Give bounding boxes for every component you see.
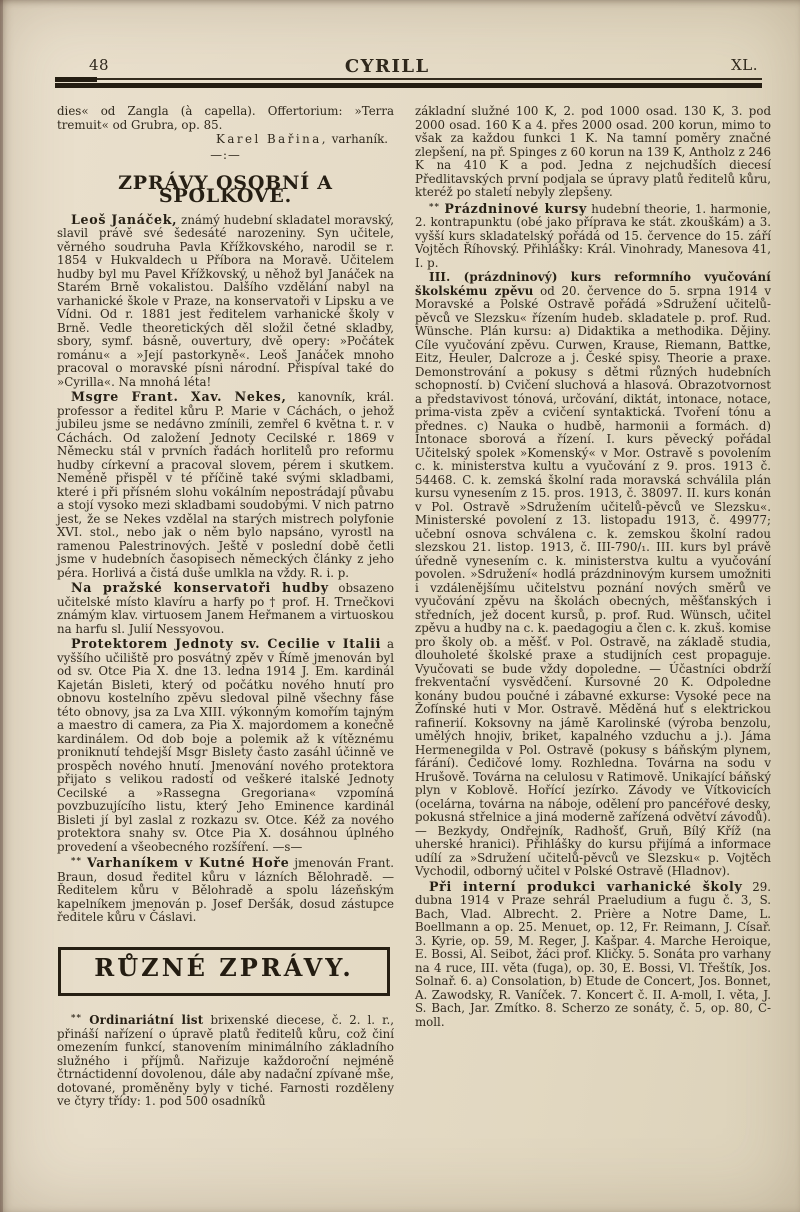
paragraph-lead: Na pražské konservatoři hudby xyxy=(71,580,329,595)
paragraph-konservator xyxy=(57,581,394,636)
signature-barina xyxy=(57,133,394,147)
paragraph-text: hudební theorie, 1. harmonie, 2. kontrapunktu (obé jako příprava ke stát. zkouškám) a 3. vyšší kurs skladatelský pořádá od 15. července do 15. září Vojtěch Říhovský. Přihlášky: Král. Vinohrady, Manesova 41, I. p. xyxy=(415,201,771,270)
asterisk-marker: ** xyxy=(71,1013,90,1023)
paragraph-kurs-reformniho xyxy=(415,271,771,879)
page-header xyxy=(55,56,762,88)
asterisk-marker: ** xyxy=(429,201,445,212)
journal-title: CYRILL xyxy=(344,56,430,77)
signature-role: varhaník. xyxy=(328,132,388,146)
header-rule-dash xyxy=(55,77,97,82)
paragraph-text: kanovník, král. professor a ředitel kůru P. Marie v Cáchách, o jehož jubileu jsme se nedávno zmínili, zemřel 6 května t. r. v Cáchách. Od založení Jednoty Cecilské r. 1869 v Německu stál v prvních řadách horlitelů pro reformu hudby církevní a pracoval slovem, pérem i skutkem. Neméně přispěl v té příčině také svými skladbami, které i při přísném slohu vokálním nepostrádají půvabu a stojí vysoko mezi skladbami soudobými. V nich patrno jest, že se Nekes vzdělal na starých mistrech polyfonie XVI. stol., nebo jak o něm bylo napsáno, vyrostl na ramenou Palestrinových. Ještě v poslední době četli jsme v hudebních časopisech německých články z jeho péra. Horlivá a čistá duše umlkla na vždy. R. i. p. xyxy=(57,390,394,580)
boxed-heading-text: RŮZNÉ ZPRÁVY. xyxy=(94,952,354,982)
paragraph-prazdninove-kursy xyxy=(415,201,771,271)
paragraph-text: obsazeno učitelské místo klavíru a harfy po † prof. H. Trnečkovi známým klav. virtuosem Janem Heřmanem a virtuoskou na harfu sl. Julií Nessyovou. xyxy=(57,581,394,636)
paragraph-continuation xyxy=(415,105,771,200)
paragraph-text: známý hudební skladatel moravský, slavil právě své šedesáté narozeniny. Syn učitele, věrného soudruha Pavla Křížkovského, narodil se r. 1854 v Hukvaldech u Příbora na Moravě. Učitelem hudby byl mu Pavel Křížkovský, u něhož byl Janáček na Starém Brně vokalistou. Dalšího vzdělání nabyl na varhanické škole v Praze, na konservatoři v Lipsku a ve Vídni. Od r. 1881 jest ředitelem varhanické školy v Brně. Vedle theoretických děl složil četné skladby, sbory, symf. básně, ouvertury, dvě opery: »Počátek románu« a »Její pastorkyně«. Leoš Janáček mnoho pracoval o moravské písni národní. Přispíval také do »Cyrilla«. Na mnohá léta! xyxy=(57,212,394,389)
heading-zpravy-osobni: ZPRÁVY OSOBNÍ A SPOLKOVÉ. xyxy=(118,171,333,207)
paragraph-protektor xyxy=(57,637,394,854)
paragraph-text: a vyššího učiliště pro posvátný zpěv v Římě jmenován byl od sv. Otce Pia X. dne 13. ledna 1914 J. Em. kardinál Kajetán Bisleti, který od počátku nového hnutí pro obnovu kostelního zpěvu sledoval pilně všechny fáse této obnovy, jsa za Lva XIII. výkonným komořím tajným a maestro di camera, za Pia X. majordomem a konečně kardinálem. Od dob boje a polemik až k vítěznému proniknutí tehdejší Msgr Bislety často zasáhl účinně ve prospěch nového hnutí. Jmenování nového protektora přijato s velikou radostí od veškeré italské Jednoty Cecilské a »Rassegna Gregoriana« vzpomíná povzbuzujícího listu, který Jeho Eminence kardinál Bisleti jí byl zaslal z rozkazu sv. Otce. Kéž za nového protektora snahy sv. Otce Pia X. dosáhnou úplného provedení a všeobecného rozšíření. —s— xyxy=(57,637,394,854)
paragraph-lead: Msgre Frant. Xav. Nekes, xyxy=(71,389,287,404)
paragraph-lead: Varhaníkem v Kutné Hoře xyxy=(86,855,290,870)
paragraph-lead: Leoš Janáček, xyxy=(71,211,178,227)
page-number: 48 xyxy=(89,56,110,74)
asterisk-marker: ** xyxy=(71,856,87,866)
heading-ruzne-zpravy xyxy=(58,947,390,997)
paragraph-lead: Ordinariátní list xyxy=(89,1013,204,1027)
two-column-body xyxy=(0,88,800,1110)
paragraph-text: dies« od Zangla (à capella). Offertorium: »Terra tremuit« od Grubra, op. 85. xyxy=(57,104,394,132)
paragraph-lead: III. (prázdninový) kurs reformního vyučování školskému zpěvu xyxy=(415,270,771,298)
paragraph-text: od 20. července do 5. srpna 1914 v Moravské a Polské Ostravě pořádá »Sdružení učitelů-pěvců ve Slezsku« řízením hudeb. skladatele p. prof. Rud. Wünsche. Plán kursu: a) Didaktika a methodika. Dějiny. Cíle vyučování zpěvu. Curwen, Krause, Riemann, Battke, Eitz, Heuler, Dalcroze a j. České spisy. Theorie a praxe. Demonstrování a pokusy s dětmi různých hudebních schopností. b) Cvičení sluchová a hlasová. Obrazotvornost a představivost tónová, určování, diktát, intonace, notace, prima-vista zpěv a cvičení syntaktická. Tvoření tónu a přednes. c) Nauka o hudbě, harmonii a formách. d) Intonace sborová a řízení. I. kurs pěvecký pořádal Učitelský spolek »Komenský« v Mor. Ostravě s povolením c. k. ministerstva kultu a vyučování z 9. pros. 1913 č. 54468. C. k. zemská školní rada moravská schválila plán kursu vynesením z 15. pros. 1913, č. 38097. II. kurs konán v Pol. Ostravě »Sdružením učitelů-pěvců ve Slezsku«. Ministerské povolení z 13. listopadu 1913, č. 49977; učební osnova schválena c. k. zemskou školní radou slezskou 21. listop. 1913, č. III-790/₁. III. kurs byl právě úředně vynesením c. k. ministerstva kultu a vyučování povolen. »Sdružení« hodlá prázdninovým kursem umožniti i vzdálenějšímu učitelstvu poznání nových směrů ve vyučování zpěvu na školách obecných, měšťanských i středních, jež docent kursů, p. prof. Rud. Wünsch, učitel zpěvu a hudby na c. k. paedagogiu a člen c. k. zkuš. komise pro školy ob. a měšť. v Pol. Ostravě, na základě studia, dlouholeté školské praxe a studijních cest propaguje. Vyučovati se bude vždy dopoledne. — Účastníci obdrží frekventační vysvědčení. Kursovné 20 K. Odpoledne konány budou poučné i zábavné exkurse: Vysoké pece na Žofínské huti v Mor. Ostravě. Měděná huť s elektrickou rafinerií. Koksovny na jámě Karolinské (výroba benzolu, umělých hnojiv, briket, kapalného vzduchu a j.). Jáma Hermenegilda v Pol. Ostravě (pokusy s báňským plynem, fárání). Čedičové lomy. Rozhledna. Továrna na sodu v Hrušově. Továrna na celulosu v Ratimově. Unikající báňský plyn v Koblově. Hořící jezírko. Závody ve Vítkovicích (ocelárna, továrna na náboje, odělení pro pancéřové desky, pokusná střelnice a jiná moderně zařízená odvětví závodů). — Bezkydy, Ondřejník, Radhošť, Gruň, Bílý Kříž (na uherské hranici). Přihlášky do kursu přijímá a informace udílí za »Sdružení učitelů-pěvců ve Slezsku« p. Vojtěch Vychodil, odborný učitel v Polské Ostravě (Hladnov). xyxy=(415,283,771,878)
paragraph-interni-produkce xyxy=(415,880,771,1030)
header-rule-thin xyxy=(83,78,762,80)
paragraph-varhanik xyxy=(57,855,394,925)
header-rule-thick xyxy=(55,83,762,88)
right-column xyxy=(415,105,771,1110)
paragraph-janacek xyxy=(57,213,394,390)
paragraph-text: jmenován Frant. Braun, dosud ředitel kůru v lázních Bělohradě. — Ředitelem kůru v Bělohradě a spolu lázeňským kapelníkem jmenován p. Josef Deršák, dosud zástupce ředitele kůru v Čáslavi. xyxy=(57,856,394,924)
paragraph-lead: Při interní produkci varhanické školy xyxy=(429,878,743,894)
paragraph-text: brixenské diecese, č. 2. l. r., přináší nařízení o úpravě platů ředitelů kůru, což činí omezením funkcí, stanovením minimálního základního služného i příjmů. Nařizuje každoroční nejméně čtrnáctidenní dovolenou, dále aby nadační zpívané mše, dotované, proměněny byly v tiché. Farnosti rozděleny ve čtyry třídy: 1. pod 500 osadníků xyxy=(57,1013,394,1108)
volume-number: XL. xyxy=(731,56,758,74)
paragraph-continuation xyxy=(57,105,394,132)
header-row xyxy=(55,56,762,78)
paragraph-lead: Prázdninové kursy xyxy=(444,200,588,216)
paragraph-nekes xyxy=(57,390,394,580)
paragraph-ordinariat xyxy=(57,1012,394,1109)
left-column xyxy=(57,105,394,1110)
signature-name: Karel Bařina, xyxy=(216,132,328,146)
section-separator: —:— xyxy=(210,147,241,162)
paragraph-text: základní služné 100 K, 2. pod 1000 osad. 130 K, 3. pod 2000 osad. 160 K a 4. přes 2000 osad. 200 korun, mimo to však za každou funkci 1 K. Na tamní poměry značné zlepšení, na př. Spinges z 60 korun na 139 K, Antholz z 246 K na 410 K a pod. Jedna z nejchudších diecesí Předlitavských první podjala se úpravy platů ředitelů kůru, kteréž po staletí nebyly zlepšeny. xyxy=(415,104,771,199)
paragraph-lead: Protektorem Jednoty sv. Cecilie v Italii xyxy=(71,636,382,651)
paragraph-text: 29. dubna 1914 v Praze sehrál Praeludium a fugu č. 3, S. Bach, Vlad. Albrecht. 2. Prière a Notre Dame, L. Boellmann a op. 25. Menuet, op. 12, Fr. Reimann, J. Císař. 3. Kyrie, op. 59, M. Reger, J. Kašpar. 4. Marche Heroique, E. Bossi, Al. Seibot, žáci prof. Kličky. 5. Sonáta pro varhany na 4 ruce, III. věta (fuga), op. 30, E. Bossi, Vl. Třeštík, Jos. Solnař. 6. a) Consolation, b) Etude de Concert, Jos. Bonnet, A. Zawodsky, R. Vaníček. 7. Koncert č. II. A-moll, I. věta, J. S. Bach, Jar. Zmítko. 8. Scherzo ze sonáty, č. 5, op. 80, C-moll. xyxy=(415,879,772,1029)
